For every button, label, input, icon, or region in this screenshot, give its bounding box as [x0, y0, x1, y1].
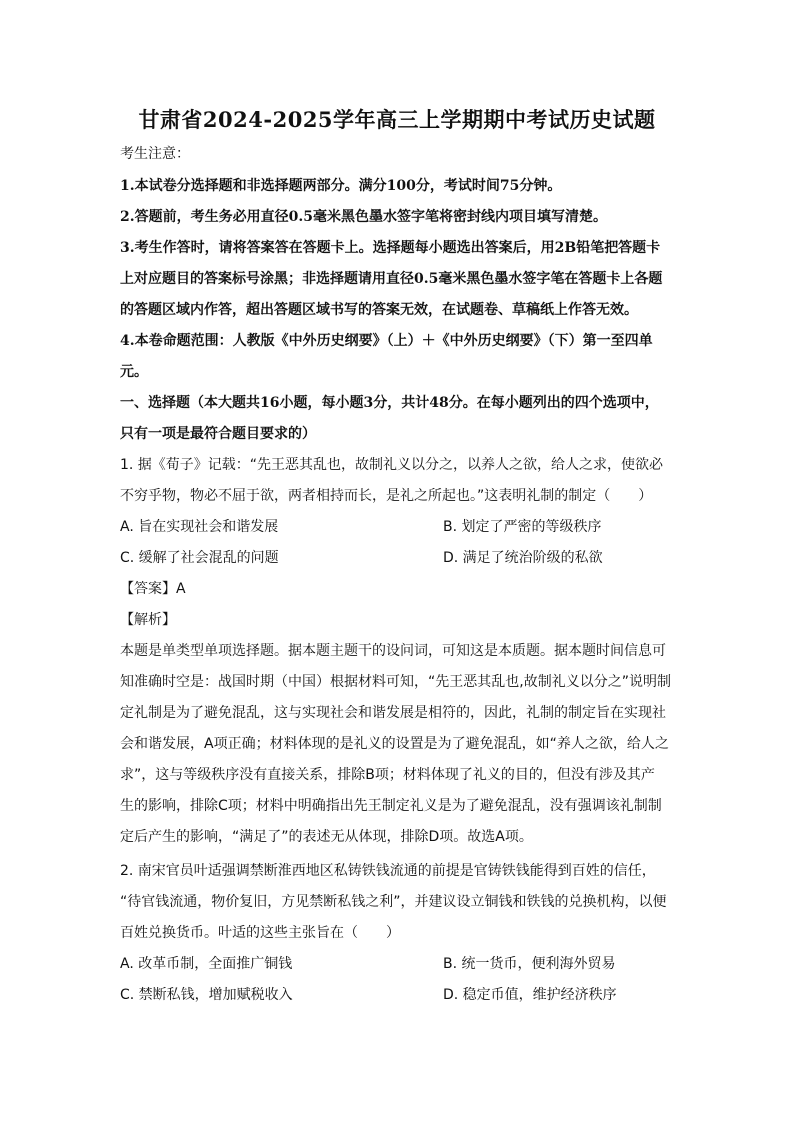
question-2-stem: 2. 南宋官员叶适强调禁断淮西地区私铸铁钱流通的前提是官铸铁钱能得到百姓的信任， — [120, 863, 656, 879]
question-1-option-a: A. 旨在实现社会和谐发展 — [120, 519, 279, 535]
section-heading: 一、选择题（本大题共16小题，每小题3分，共计48分。在每小题列出的四个选项中， — [120, 395, 659, 411]
question-1-option-d: D. 满足了统治阶级的私欲 — [443, 550, 603, 566]
question-2-option-b: B. 统一货币，便利海外贸易 — [443, 956, 616, 972]
analysis-line: 本题是单类型单项选择题。据本题主题干的设问词，可知这是本质题。据本题时间信息可 — [120, 643, 666, 659]
analysis-line: 知准确时空是：战国时期（中国）根据材料可知，“先王恶其乱也,故制礼义以分之”说明制 — [120, 674, 671, 690]
question-2-option-d: D. 稳定币值，维护经济秩序 — [443, 987, 617, 1003]
notice-item-4: 4.本卷命题范围：人教版《中外历史纲要》（上）＋《中外历史纲要》（下）第一至四单 — [120, 333, 653, 349]
question-2-option-a: A. 改革币制，全面推广铜钱 — [120, 956, 293, 972]
section-heading-line-2: 只有一项是最符合题目要求的） — [120, 426, 316, 442]
question-1-answer: 【答案】A — [120, 581, 186, 597]
question-1-option-c: C. 缓解了社会混乱的问题 — [120, 550, 279, 566]
question-2-stem-line-2: “待官钱流通，物价复旧，方见禁断私钱之利”，并建议设立铜钱和铁钱的兑换机构，以便 — [120, 894, 667, 910]
notice-item-1: 1.本试卷分选择题和非选择题两部分。满分100分，考试时间75分钟。 — [120, 178, 562, 194]
notice-heading: 考生注意： — [120, 146, 190, 162]
page-title: 甘肃省2024-2025学年高三上学期期中考试历史试题 — [138, 107, 656, 132]
analysis-line: 生的影响，排除C项；材料中明确指出先王制定礼义是为了避免混乱，没有强调该礼制制 — [120, 798, 662, 814]
notice-item-3: 3.考生作答时，请将答案答在答题卡上。选择题每小题选出答案后，用2B铅笔把答题卡 — [120, 240, 661, 256]
notice-item-4-line-2: 元。 — [120, 364, 148, 380]
notice-item-2: 2.答题前，考生务必用直径0.5毫米黑色墨水签字笔将密封线内项目填写清楚。 — [120, 209, 607, 225]
question-1-option-b: B. 划定了严密的等级秩序 — [443, 519, 602, 535]
question-2-option-c: C. 禁断私钱，增加赋税收入 — [120, 987, 293, 1003]
question-1-stem-line-2: 不穷乎物，物必不屈于欲，两者相持而长，是礼之所起也。”这表明礼制的制定（ ） — [120, 488, 653, 504]
analysis-line: 求”，这与等级秩序没有直接关系，排除B项；材料体现了礼义的目的，但没有涉及其产 — [120, 767, 655, 783]
analysis-line: 定礼制是为了避免混乱，这与实现社会和谐发展是相符的，因此，礼制的制定旨在实现社 — [120, 705, 666, 721]
notice-item-3-line-2: 上对应题目的答案标号涂黑；非选择题请用直径0.5毫米黑色墨水签字笔在答题卡上各题 — [120, 271, 663, 287]
notice-item-3-line-3: 的答题区域内作答，超出答题区域书写的答案无效，在试题卷、草稿纸上作答无效。 — [120, 302, 638, 318]
question-1-stem: 1. 据《荀子》记载：“先王恶其乱也，故制礼义以分之，以养人之欲，给人之求，使欲必 — [120, 457, 664, 473]
analysis-line: 会和谐发展，A项正确；材料体现的是礼义的设置是为了避免混乱，如“养人之欲，给人之 — [120, 736, 669, 752]
question-1-analysis-label: 【解析】 — [120, 612, 176, 628]
question-2-stem-line-3: 百姓兑换货币。叶适的这些主张旨在（ ） — [120, 925, 400, 941]
analysis-line: 定后产生的影响，“满足了”的表述无从体现，排除D项。故选A项。 — [120, 829, 533, 845]
